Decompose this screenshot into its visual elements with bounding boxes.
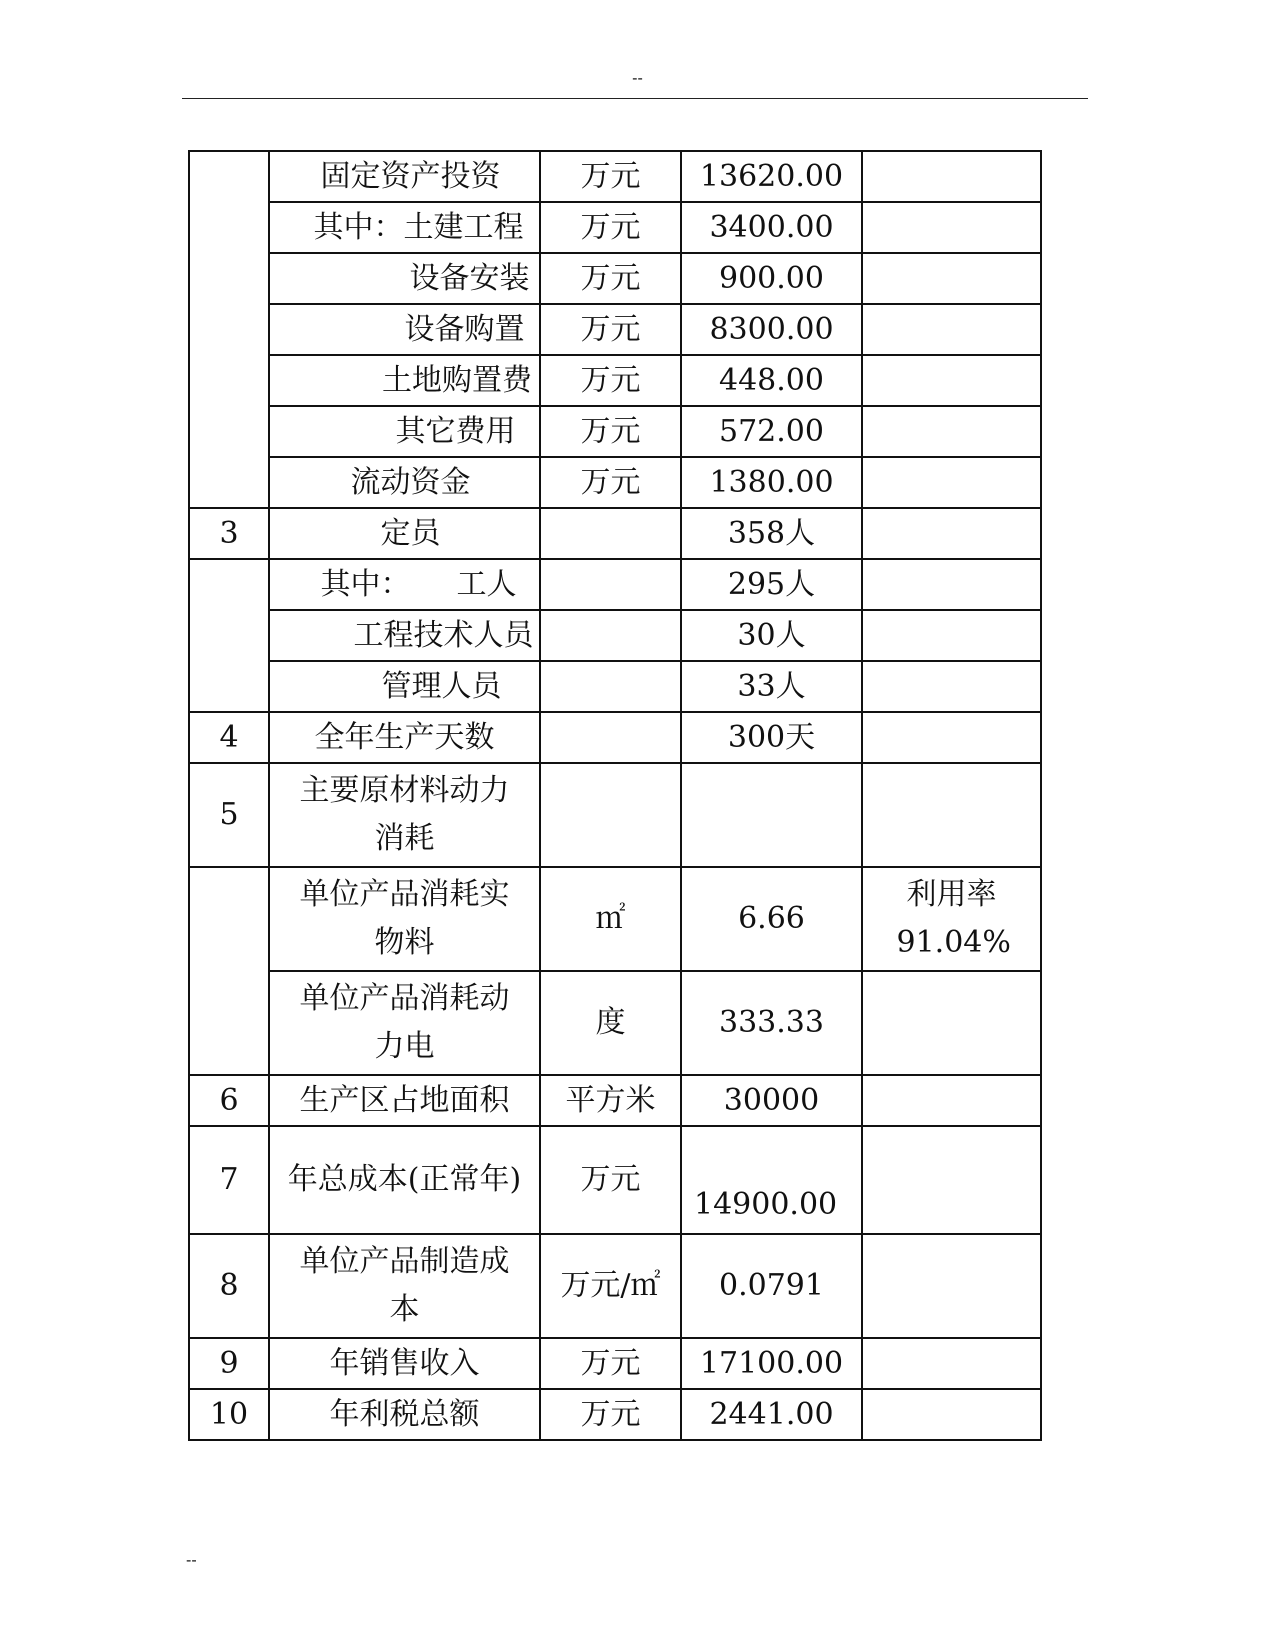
note-cell (862, 661, 1041, 712)
table-row (189, 151, 1041, 202)
table-row (189, 712, 1041, 763)
item-cell: 管理人员 (269, 661, 540, 712)
unit-cell: 万元 (540, 1126, 681, 1234)
unit-cell: ㎡ (540, 867, 681, 971)
item-label: 单位产品消耗实物料 (299, 877, 510, 960)
table-row (189, 508, 1041, 559)
value-cell: 900.00 (681, 253, 862, 304)
row-number-cell: 6 (189, 1075, 269, 1126)
row-number-cell (189, 151, 269, 508)
value-cell: 0.0791 (681, 1234, 862, 1338)
unit-cell: 万元 (540, 406, 681, 457)
row-number-cell (189, 559, 269, 712)
item-cell (269, 1234, 540, 1338)
unit-cell: 万元 (540, 253, 681, 304)
item-cell: 流动资金 (269, 457, 540, 508)
row-number-cell: 9 (189, 1338, 269, 1389)
note-cell (862, 151, 1041, 202)
row-number-cell: 3 (189, 508, 269, 559)
unit-cell (540, 559, 681, 610)
note-cell (862, 406, 1041, 457)
table-row (189, 559, 1041, 610)
item-prefix: 其中： (320, 566, 411, 602)
value-cell: 300天 (681, 712, 862, 763)
note-cell (862, 559, 1041, 610)
table-row (189, 763, 1041, 867)
note-cell (862, 1075, 1041, 1126)
item-cell: 定员 (269, 508, 540, 559)
utilization-note: 利用率91.04% (896, 877, 1011, 960)
item-cell: 工程技术人员 (269, 610, 540, 661)
value-cell: 6.66 (681, 867, 862, 971)
item-cell: 年利税总额 (269, 1389, 540, 1440)
note-cell (862, 508, 1041, 559)
item-label: 单位产品制造成本 (299, 1244, 510, 1327)
item-cell: 其它费用 (269, 406, 540, 457)
note-cell (862, 202, 1041, 253)
value-cell: 17100.00 (681, 1338, 862, 1389)
item-cell: 固定资产投资 (269, 151, 540, 202)
note-cell (862, 610, 1041, 661)
value-cell: 358人 (681, 508, 862, 559)
table-row (189, 355, 1041, 406)
unit-cell: 万元 (540, 1338, 681, 1389)
row-number-cell: 4 (189, 712, 269, 763)
item-cell (269, 559, 540, 610)
item-cell: 设备购置 (269, 304, 540, 355)
table-row (189, 253, 1041, 304)
unit-cell (540, 661, 681, 712)
note-cell (862, 304, 1041, 355)
table-row (189, 661, 1041, 712)
item-cell: 年销售收入 (269, 1338, 540, 1389)
value-cell: 30000 (681, 1075, 862, 1126)
header-rule (182, 98, 1088, 99)
unit-cell: 万元 (540, 355, 681, 406)
value-cell: 13620.00 (681, 151, 862, 202)
note-cell (862, 971, 1041, 1075)
item-cell: 土地购置费 (269, 355, 540, 406)
value-cell: 572.00 (681, 406, 862, 457)
table-row (189, 304, 1041, 355)
value-cell: 295人 (681, 559, 862, 610)
table-row (189, 202, 1041, 253)
item-cell (269, 971, 540, 1075)
table-row (189, 610, 1041, 661)
item-label: 工人 (456, 566, 517, 602)
note-cell (862, 712, 1041, 763)
row-number-cell: 8 (189, 1234, 269, 1338)
table-row (189, 1075, 1041, 1126)
value-cell (681, 763, 862, 867)
unit-cell: 万元 (540, 202, 681, 253)
value-cell: 333.33 (681, 971, 862, 1075)
value-cell: 14900.00 (681, 1126, 862, 1234)
row-number-cell: 5 (189, 763, 269, 867)
unit-cell (540, 712, 681, 763)
value-cell: 3400.00 (681, 202, 862, 253)
row-number-cell: 7 (189, 1126, 269, 1234)
item-cell (269, 763, 540, 867)
table-row (189, 1126, 1041, 1234)
row-number-cell: 10 (189, 1389, 269, 1440)
item-label: 单位产品消耗动力电 (299, 981, 510, 1064)
unit-cell (540, 508, 681, 559)
item-cell: 全年生产天数 (269, 712, 540, 763)
table-row (189, 406, 1041, 457)
unit-cell: 万元 (540, 151, 681, 202)
table-row (189, 457, 1041, 508)
item-cell: 年总成本(正常年) (269, 1126, 540, 1234)
table-row (189, 867, 1041, 971)
table-row (189, 1234, 1041, 1338)
note-cell (862, 355, 1041, 406)
unit-cell: 万元 (540, 1389, 681, 1440)
note-cell (862, 1126, 1041, 1234)
item-cell: 其中：土建工程 (269, 202, 540, 253)
unit-cell: 万元 (540, 457, 681, 508)
unit-cell (540, 610, 681, 661)
table-row (189, 1338, 1041, 1389)
note-cell (862, 867, 1041, 971)
unit-cell: 万元/㎡ (540, 1234, 681, 1338)
item-label: 主要原材料动力消耗 (299, 773, 510, 856)
value-cell: 30人 (681, 610, 862, 661)
note-cell (862, 763, 1041, 867)
row-number-cell (189, 867, 269, 1075)
item-cell: 设备安装 (269, 253, 540, 304)
note-cell (862, 253, 1041, 304)
page-header-mark: -- (632, 70, 643, 87)
value-cell: 2441.00 (681, 1389, 862, 1440)
project-indicator-table (188, 150, 1042, 1441)
unit-cell: 平方米 (540, 1075, 681, 1126)
unit-cell: 万元 (540, 304, 681, 355)
item-cell: 生产区占地面积 (269, 1075, 540, 1126)
unit-cell (540, 763, 681, 867)
note-cell (862, 457, 1041, 508)
item-cell (269, 867, 540, 971)
note-cell (862, 1389, 1041, 1440)
unit-cell: 度 (540, 971, 681, 1075)
note-cell (862, 1234, 1041, 1338)
value-cell: 448.00 (681, 355, 862, 406)
value-cell: 8300.00 (681, 304, 862, 355)
value-cell: 1380.00 (681, 457, 862, 508)
note-cell (862, 1338, 1041, 1389)
table-row (189, 971, 1041, 1075)
value-cell: 33人 (681, 661, 862, 712)
table-row (189, 1389, 1041, 1440)
page-footer-mark: -- (186, 1552, 197, 1569)
